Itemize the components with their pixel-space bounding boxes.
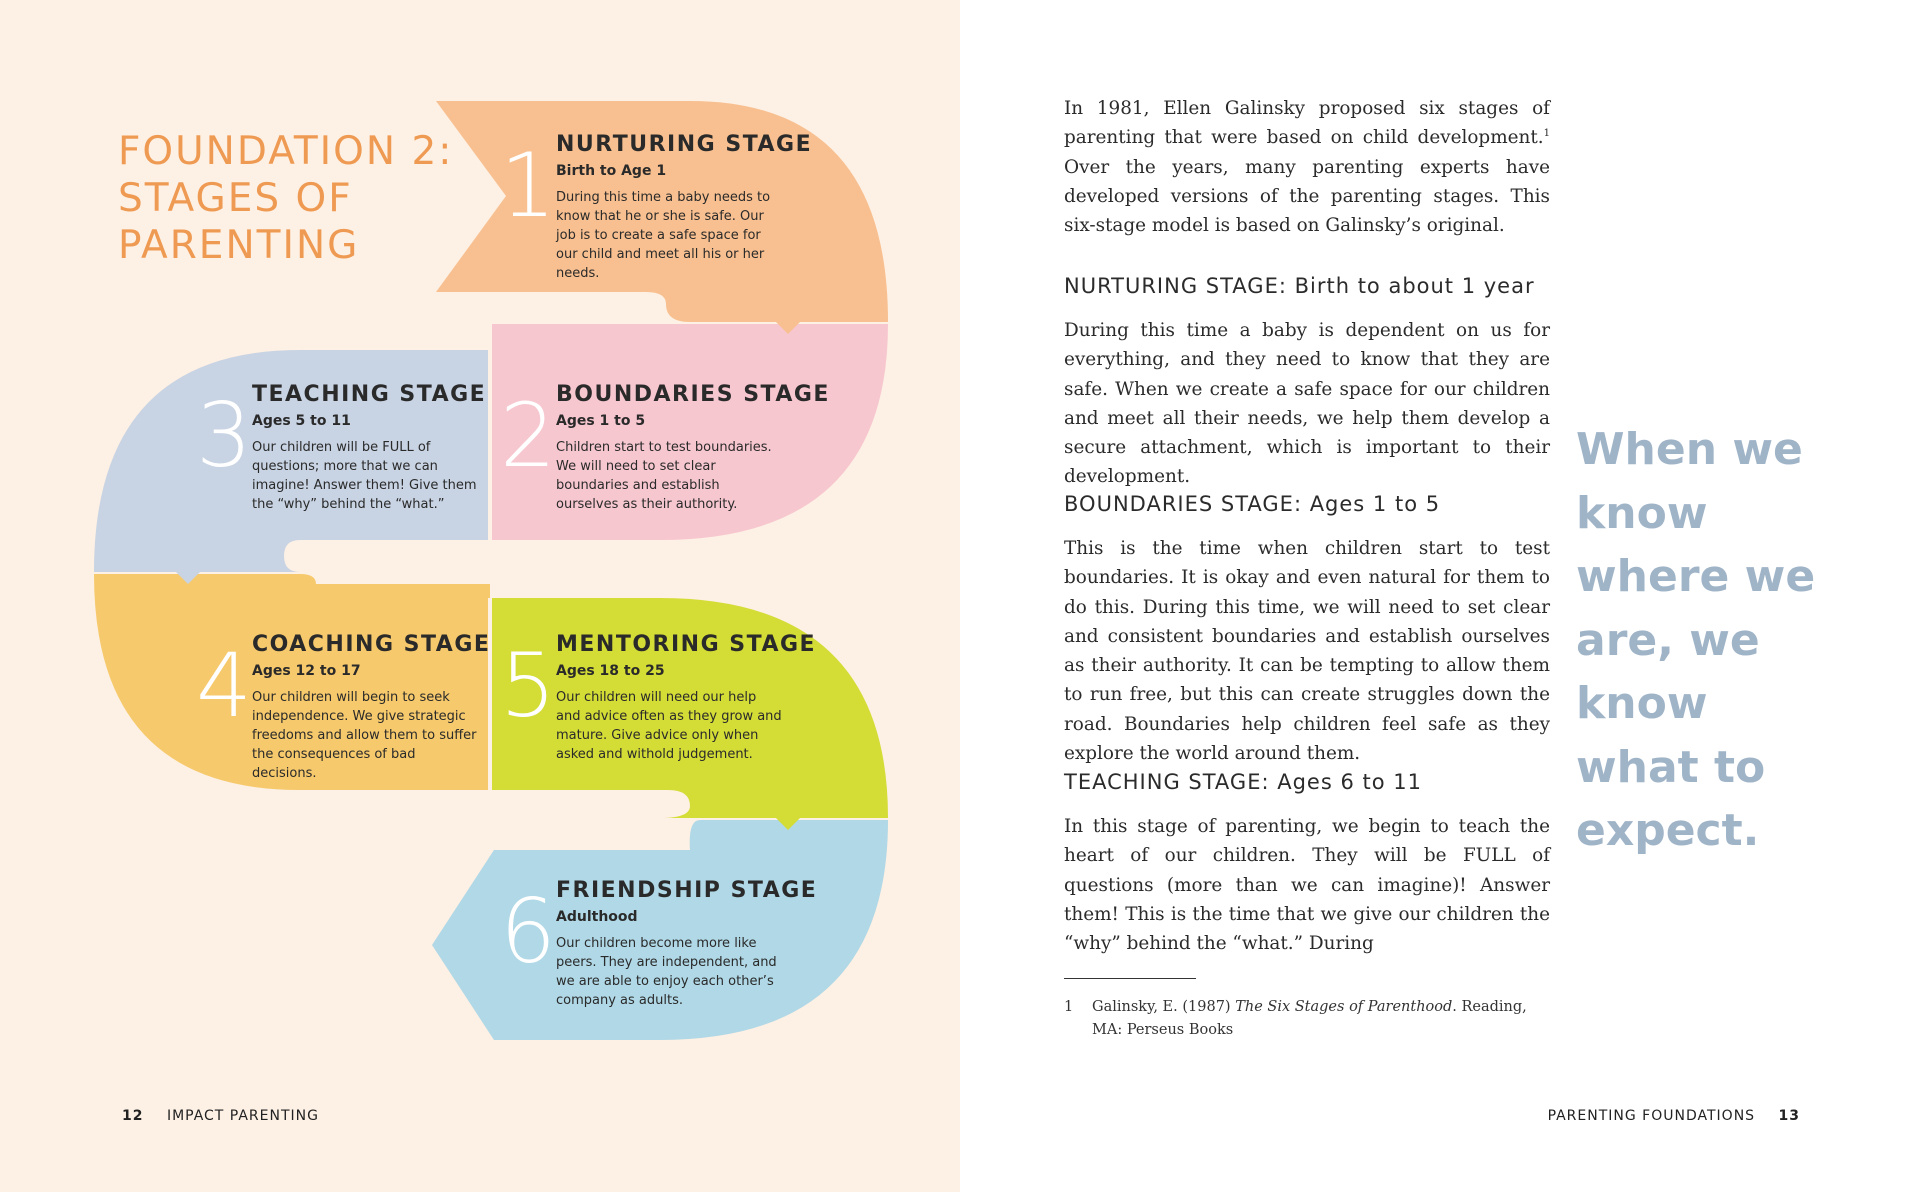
footnote-reference: 1 — [1543, 128, 1550, 140]
section-body: This is the time when children start to test boundaries. It is okay and even natural for them to do this. During this time, we will need to set clear and consistent boundaries and establish ourselves as their authority. It can be tempting to allow them to run free, but this can create struggles down the road. Boundaries help children feel safe as they explore the world around them. — [1064, 538, 1550, 765]
stage-age: Birth to Age 1 — [556, 163, 667, 179]
stage-age: Ages 12 to 17 — [252, 663, 361, 679]
intro-paragraph — [1064, 94, 1550, 240]
stage-title: COACHING STAGE — [252, 632, 491, 657]
stage-nurturing — [500, 132, 813, 283]
running-header: PARENTING FOUNDATIONS — [1547, 1108, 1756, 1124]
stage-coaching — [196, 632, 491, 783]
section-heading: NURTURING STAGE: Birth to about 1 year — [1064, 274, 1535, 298]
footnote-book-title: The Six Stages of Parenthood — [1235, 999, 1453, 1015]
heading-line: PARENTING — [118, 223, 360, 268]
footnote-text: . Reading, MA: Perseus Books — [1092, 999, 1527, 1038]
stage-title: MENTORING STAGE — [556, 632, 817, 657]
right-folio — [1548, 1108, 1800, 1124]
left-folio — [122, 1108, 319, 1124]
stage-description: Our children will need our help and advice often as they grow and mature. Give advice only when asked and withold judgement. — [556, 690, 782, 762]
stage-age: Ages 1 to 5 — [556, 413, 646, 429]
heading-line: FOUNDATION 2: — [118, 129, 454, 174]
stage-description: Our children become more like peers. They are independent, and we are able to enjoy each other’s company as adults. — [556, 936, 777, 1008]
intro-text: Over the years, many parenting experts have developed versions of the parenting stages. This six-stage model is based on Galinsky’s original. — [1064, 156, 1550, 237]
pull-quote: When we know where we are, we know what to expect. — [1576, 424, 1816, 856]
stage-description: Children start to test boundaries. We will need to set clear boundaries and establish ourselves as their authority. — [556, 440, 772, 512]
stage-mentoring — [500, 632, 817, 764]
page-number: 12 — [122, 1108, 144, 1124]
intro-text: In 1981, Ellen Galinsky proposed six stages of parenting that were based on child development. — [1064, 98, 1550, 149]
stage-number: 5 — [500, 634, 556, 737]
stage-title: FRIENDSHIP STAGE — [556, 878, 818, 903]
page-number: 13 — [1778, 1108, 1800, 1124]
footnote-text: Galinsky, E. (1987) — [1092, 999, 1231, 1015]
stage-title: BOUNDARIES STAGE — [556, 382, 830, 407]
stage-age: Ages 18 to 25 — [556, 663, 665, 679]
stage-age: Adulthood — [556, 909, 638, 925]
stage-friendship — [500, 878, 818, 1010]
stage-description: Our children will begin to seek independence. We give strategic freedoms and allow them to suffer the consequences of bad decisions. — [252, 690, 477, 781]
stage-description: Our children will be FULL of questions; more that we can imagine! Answer them! Give them the “why” behind the “what.” — [252, 440, 477, 512]
stage-number: 2 — [500, 384, 556, 487]
running-header: IMPACT PARENTING — [166, 1108, 319, 1124]
stage-age: Ages 5 to 11 — [252, 413, 351, 429]
stage-description: During this time a baby needs to know that he or she is safe. Our job is to create a safe space for our child and meet all his or her needs. — [556, 190, 771, 281]
stage-number: 3 — [196, 384, 252, 487]
footnote-number: 1 — [1064, 999, 1074, 1015]
section-heading: TEACHING STAGE: Ages 6 to 11 — [1064, 770, 1422, 794]
section-body: In this stage of parenting, we begin to teach the heart of our children. They will be FULL of questions (more than we can imagine)! Answer them! This is the time that we give our children the “why” behind the “what.” During — [1064, 816, 1550, 955]
section-body: During this time a baby is dependent on us for everything, and they need to know that they are safe. When we create a safe space for our children and meet all their needs, we help them develop a secure attachment, which is important to their development. — [1064, 320, 1550, 488]
footnote-rule — [1064, 978, 1196, 979]
stage-number: 4 — [196, 634, 252, 737]
stage-title: NURTURING STAGE — [556, 132, 813, 157]
stage-teaching — [196, 382, 487, 514]
stage-number: 1 — [500, 134, 556, 237]
stage-boundaries — [500, 382, 830, 514]
section-heading: BOUNDARIES STAGE: Ages 1 to 5 — [1064, 492, 1441, 516]
stage-title: TEACHING STAGE — [252, 382, 487, 407]
heading-line: STAGES OF — [118, 176, 353, 221]
footnote — [1064, 996, 1544, 1042]
stage-number: 6 — [500, 880, 556, 983]
